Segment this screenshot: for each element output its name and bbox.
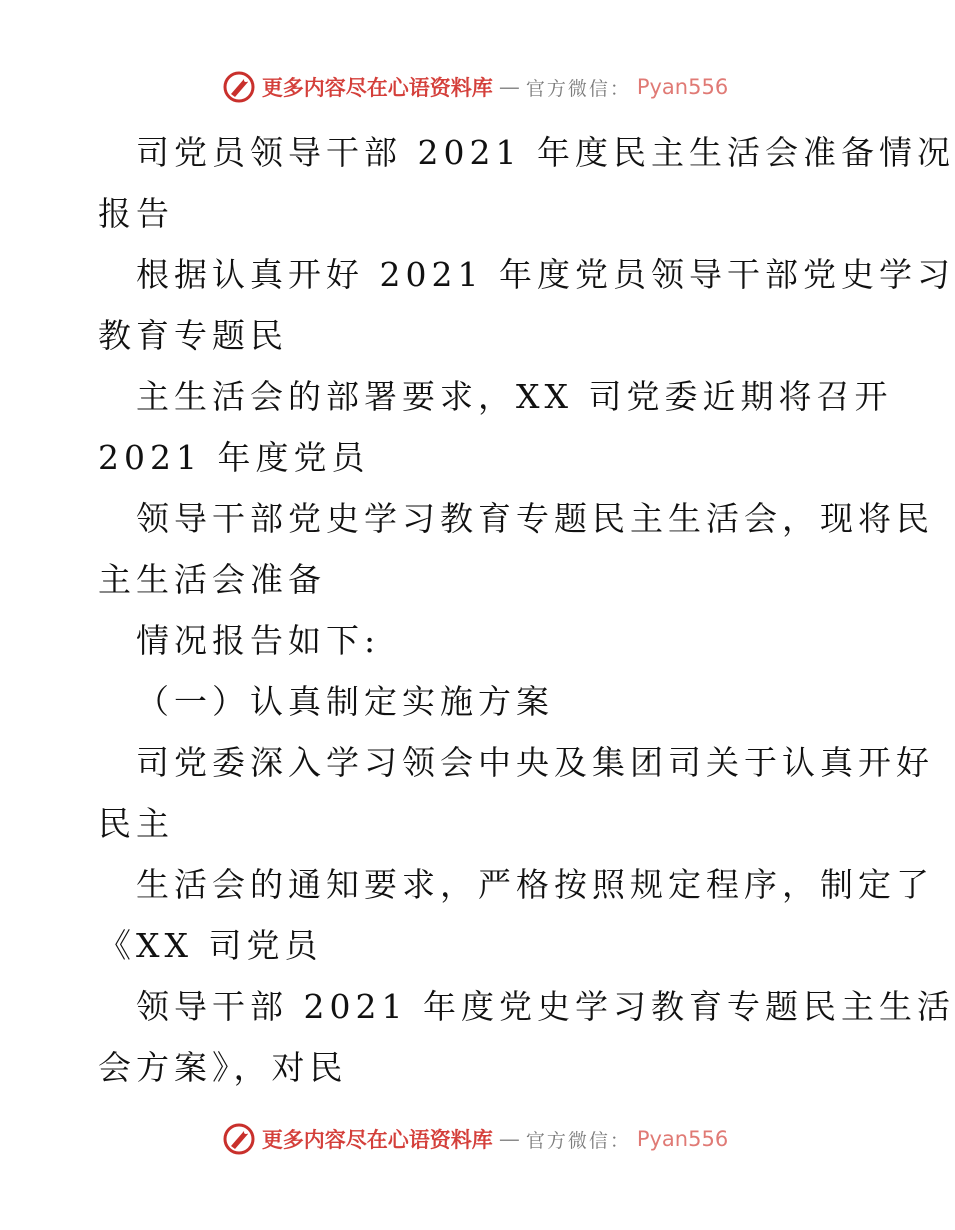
pen-logo-icon — [222, 1122, 256, 1156]
title-line: 司党员领导干部 2021 年度民主生活会准备情况 — [136, 133, 955, 172]
paragraph-line-cont: 民主 — [98, 804, 174, 843]
paragraph-line: 领导干部党史学习教育专题民主生活会，现将民 — [136, 499, 934, 538]
watermark-wechat-id: Pyan556 — [636, 1127, 729, 1151]
paragraph-line-cont: 主生活会准备 — [98, 560, 326, 599]
paragraph-line-cont: 2021 年度党员 — [98, 438, 370, 477]
watermark-dash: — — [498, 1127, 520, 1151]
paragraph-line: 司党委深入学习领会中央及集团司关于认真开好 — [136, 743, 934, 782]
section-heading: （一）认真制定实施方案 — [136, 682, 554, 721]
watermark-sub-text: 官方微信： — [525, 1129, 631, 1152]
watermark-dash: — — [498, 75, 520, 99]
header-watermark — [0, 70, 950, 104]
paragraph-line: 主生活会的部署要求，XX 司党委近期将召开 — [136, 377, 893, 416]
watermark-main-text: 更多内容尽在心语资料库 — [261, 76, 493, 100]
paragraph-line: 根据认真开好 2021 年度党员领导干部党史学习 — [136, 255, 955, 294]
document-body — [98, 122, 955, 1098]
pen-logo-icon — [222, 70, 256, 104]
watermark-wechat-id: Pyan556 — [636, 75, 729, 99]
paragraph-line-cont: 会方案》，对民 — [98, 1048, 348, 1087]
title-line-cont: 报告 — [98, 194, 174, 233]
paragraph-line: 情况报告如下: — [136, 621, 381, 660]
paragraph-line: 生活会的通知要求，严格按照规定程序，制定了 — [136, 865, 934, 904]
paragraph-line-cont: 教育专题民 — [98, 316, 288, 355]
watermark-main-text: 更多内容尽在心语资料库 — [261, 1128, 493, 1152]
paragraph-line-cont: 《XX 司党员 — [98, 926, 323, 965]
watermark-sub-text: 官方微信： — [525, 77, 631, 100]
paragraph-line: 领导干部 2021 年度党史学习教育专题民主生活 — [136, 987, 955, 1026]
footer-watermark — [0, 1122, 950, 1156]
